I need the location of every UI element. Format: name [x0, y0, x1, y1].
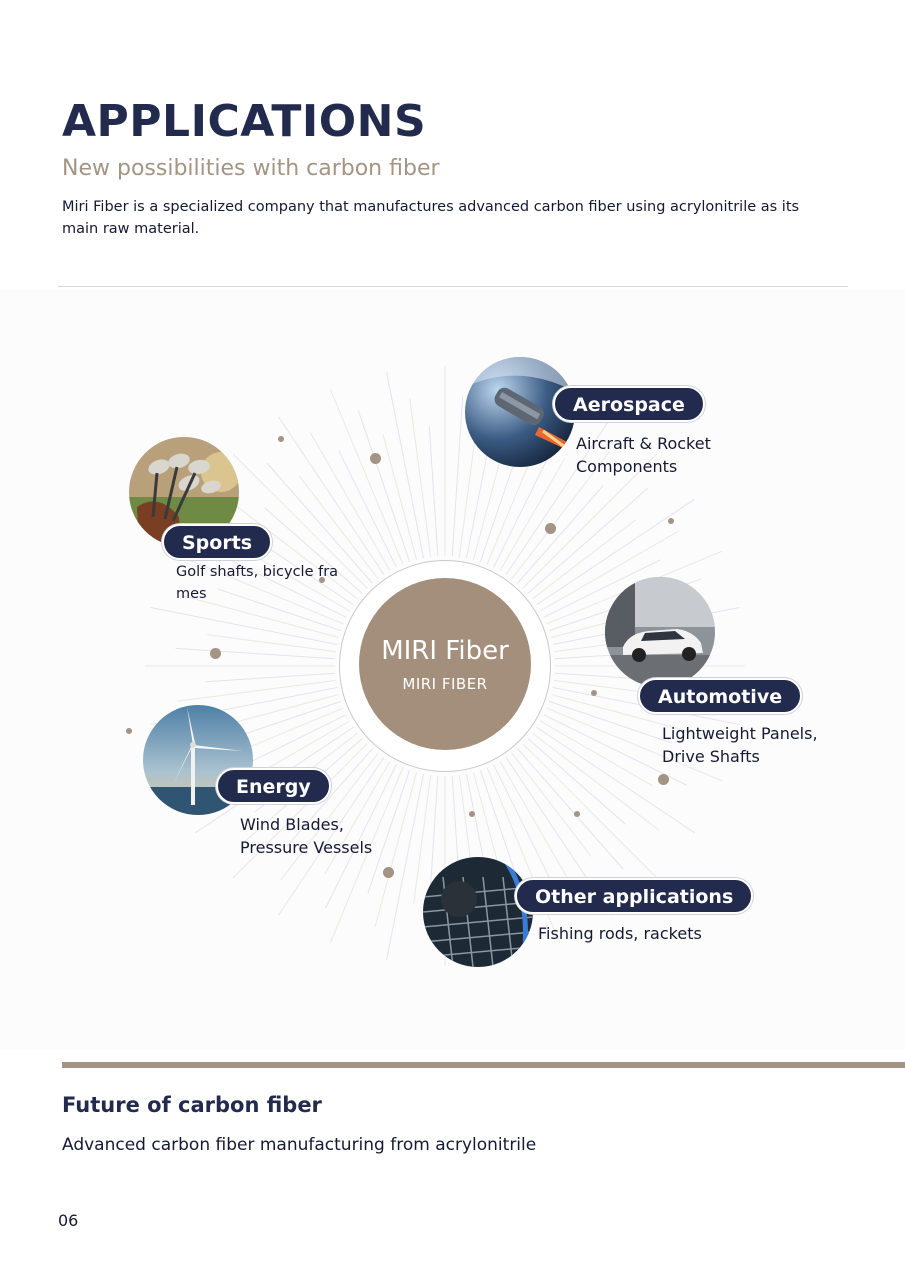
ray-line: [532, 733, 659, 830]
ray-line: [414, 775, 431, 904]
ray-line: [459, 428, 476, 557]
ray-line: [358, 410, 409, 562]
automotive-desc-line2: Drive Shafts: [662, 747, 760, 766]
hub-subtitle: MIRI FIBER: [402, 675, 488, 693]
ray-line: [206, 673, 336, 682]
footer-text: Advanced carbon fiber manufacturing from acrylonitrile: [62, 1135, 537, 1155]
automotive-description: [662, 722, 818, 768]
decor-dot: [658, 774, 669, 785]
hub-title: MIRI Fiber: [381, 636, 509, 666]
decor-dot: [668, 518, 674, 524]
ray-line: [386, 372, 423, 558]
racket-photo-icon: [423, 857, 533, 967]
aerospace-desc-line1: Aircraft & Rocket: [576, 434, 711, 453]
aerospace-desc-line2: Components: [576, 457, 678, 476]
header-divider: [58, 286, 848, 287]
ray-line: [410, 398, 431, 557]
ray-line: [151, 607, 337, 644]
decor-dot: [574, 811, 580, 817]
aerospace-label: Aerospace: [553, 386, 705, 422]
decor-dot: [370, 453, 381, 464]
energy-desc-line1: Wind Blades,: [240, 815, 344, 834]
ray-line: [523, 744, 657, 878]
ray-line: [177, 680, 336, 701]
decor-dot: [126, 728, 132, 734]
ray-line: [176, 648, 336, 658]
intro-text: Miri Fiber is a specialized company that manufactures advanced carbon fiber using acrylonitrile as its main raw material.: [62, 199, 800, 237]
aerospace-description: [576, 432, 711, 478]
page-title: APPLICATIONS: [62, 96, 427, 147]
other-applications-description: Fishing rods, rackets: [538, 924, 702, 943]
page-number: 06: [58, 1211, 79, 1230]
sports-label: Sports: [162, 524, 272, 560]
automotive-desc-line1: Lightweight Panels,: [662, 724, 818, 743]
decor-dot: [469, 811, 475, 817]
ray-line: [452, 397, 462, 557]
ray-line: [386, 774, 423, 960]
decor-dot: [383, 867, 394, 878]
ray-line: [207, 635, 336, 652]
decor-dot: [278, 436, 284, 442]
sports-desc-line2: mes: [176, 586, 207, 602]
automotive-label: Automotive: [638, 678, 802, 714]
footer-title: Future of carbon fiber: [62, 1093, 322, 1117]
ray-line: [330, 389, 403, 565]
car-photo-icon: [605, 577, 715, 687]
applications-diagram: [0, 290, 905, 1050]
energy-description: [240, 813, 372, 859]
energy-label: Energy: [216, 768, 331, 804]
miri-fiber-hub: [359, 578, 531, 750]
decor-dot: [545, 523, 556, 534]
decor-dot: [210, 648, 221, 659]
energy-desc-line2: Pressure Vessels: [240, 838, 373, 857]
other-applications-label: Other applications: [515, 878, 753, 914]
sports-description: [176, 561, 338, 605]
decor-dot: [591, 690, 597, 696]
page-subtitle: New possibilities with carbon fiber: [62, 156, 440, 181]
sports-desc-line1: Golf shafts, bicycle fra: [176, 564, 339, 580]
footer-divider-bar: [62, 1062, 905, 1068]
ray-line: [429, 427, 438, 557]
